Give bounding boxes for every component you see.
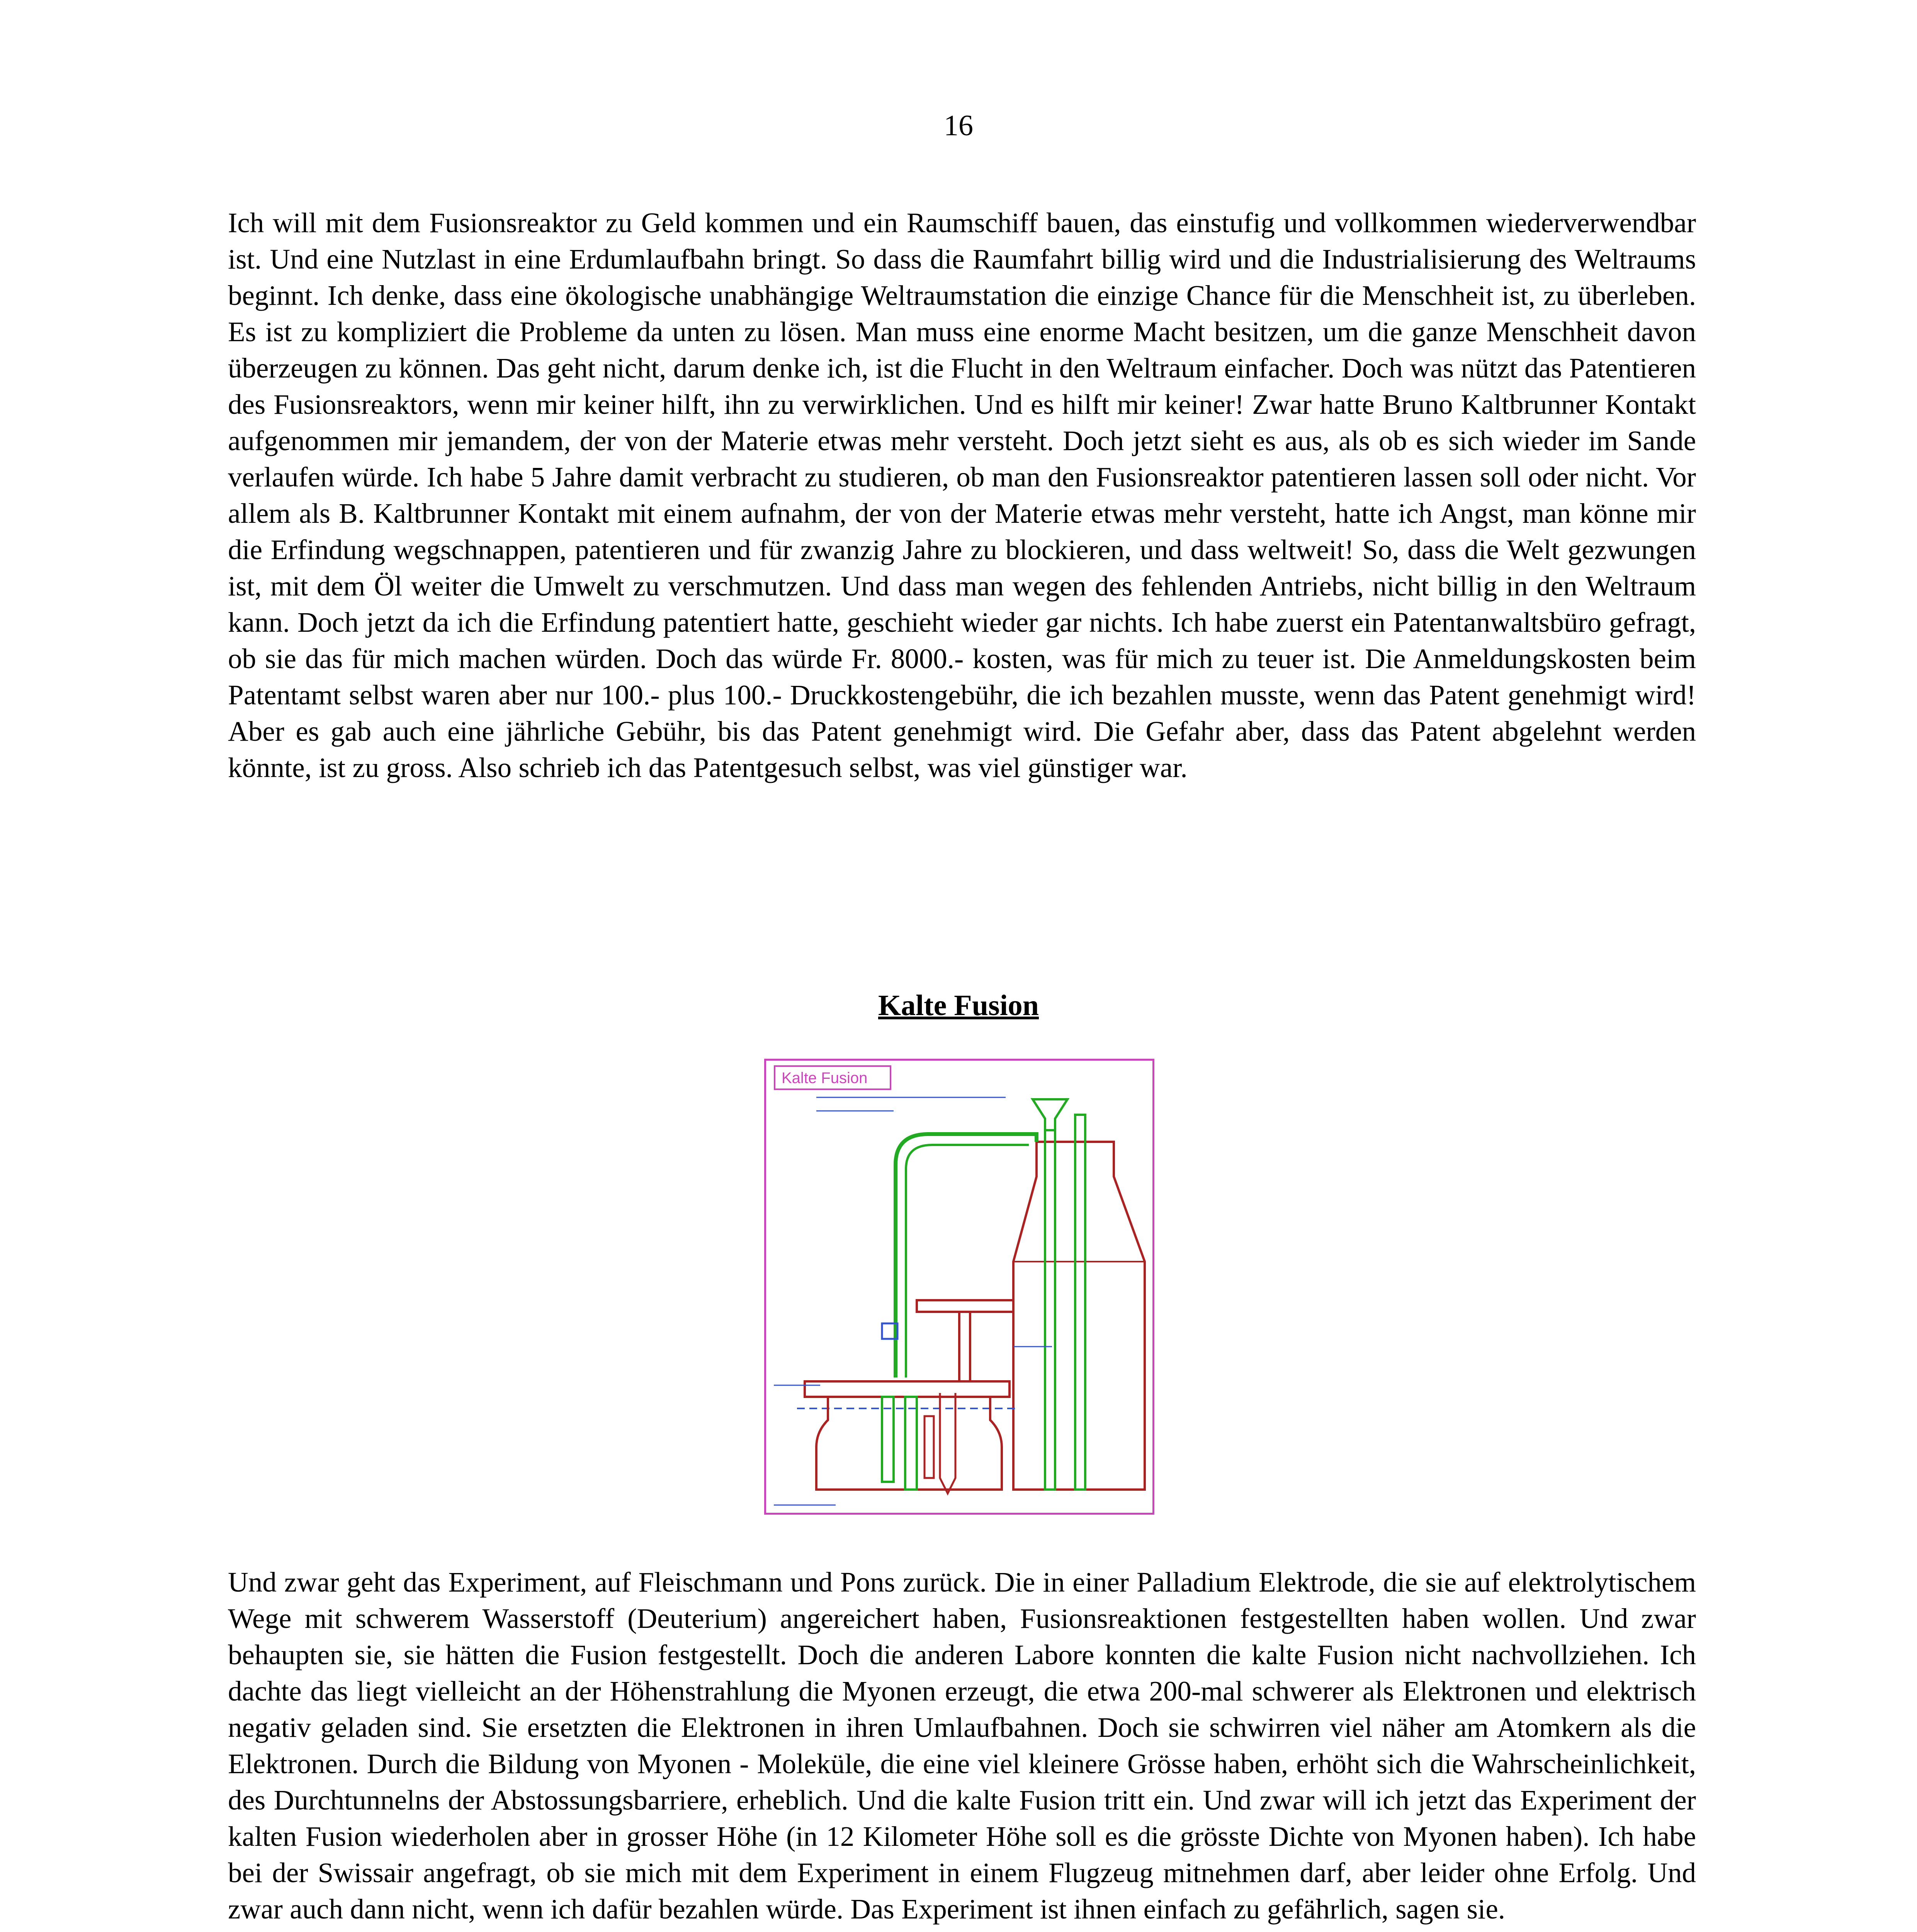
funnel-icon: [1033, 1099, 1067, 1130]
paragraph-fusion-reactor: Ich will mit dem Fusionsreaktor zu Geld kommen und ein Raumschiff bauen, das einstufig und vollkommen wiederverwendbar ist. Und eine Nutzlast in eine Erdumlaufbahn bringt. So dass die Raumfahrt billig wird und die Industrialisierung des Weltraums beginnt. Ich denke, dass eine ökologische unabhängige Weltraumstation die einzige Chance für die Menschheit ist, zu überleben. Es ist zu kompliziert die Probleme da unten zu lösen. Man muss eine enorme Macht besitzen, um die ganze Menschheit davon überzeugen zu können. Das geht nicht, darum denke ich, ist die Flucht in den Weltraum einfacher. Doch was nützt das Patentieren des Fusionsreaktors, wenn mir keiner hilft, ihn zu verwirklichen. Und es hilft mir keiner! Zwar hatte Bruno Kaltbrunner Kontakt aufgenommen mir jemandem, der von der Materie etwas mehr versteht. Doch jetzt sieht es aus, als ob es sich wieder im Sande verlaufen würde. Ich habe 5 Jahre damit verbracht zu studieren, ob man den Fusionsreaktor patentieren lassen soll oder nicht. Vor allem als B. Kaltbrunner Kontakt mit einem aufnahm, der von der Materie etwas mehr versteht, hatte ich Angst, man könne mir die Erfindung wegschnappen, patentieren und für zwanzig Jahre zu blockieren, und dass weltweit! So, dass die Welt gezwungen ist, mit dem Öl weiter die Umwelt zu verschmutzen. Und dass man wegen des fehlenden Antriebs, nicht billig in den Weltraum kann. Doch jetzt da ich die Erfindung patentiert hatte, geschieht wieder gar nichts. Ich habe zuerst ein Patentanwaltsbüro gefragt, ob sie das für mich machen würden. Doch das würde Fr. 8000.- kosten, was für mich zu teuer ist. Die Anmeldungskosten beim Patentamt selbst waren aber nur 100.- plus 100.- Druckkostengebühr, die ich bezahlen musste, wenn das Patent genehmigt wird! Aber es gab auch eine jährliche Gebühr, bis das Patent genehmigt wird. Die Gefahr aber, dass das Patent abgelehnt werden könnte, ist zu gross. Also schrieb ich das Patentgesuch selbst, was viel günstiger war.: [228, 207, 1696, 783]
vessel-lid: [805, 1381, 1009, 1397]
page-number: 16: [944, 109, 973, 142]
stand-post: [959, 1312, 970, 1381]
diagram-label: Kalte Fusion: [782, 1070, 868, 1087]
stand-top: [917, 1300, 1013, 1312]
heading-kalte-fusion: Kalte Fusion: [878, 989, 1039, 1022]
palladium-electrode: [925, 1416, 934, 1478]
cold-fusion-diagram: [764, 1059, 1154, 1515]
paragraph-cold-fusion-experiment: Und zwar geht das Experiment, auf Fleischmann und Pons zurück. Die in einer Palladium Elektrode, die sie auf elektrolytischem Wege mit schwerem Wasserstoff (Deuterium) angereichert haben, Fusionsreaktionen festgestellten haben wollen. Und zwar behaupten sie, sie hätten die Fusion festgestellt. Doch die anderen Labore konnten die kalte Fusion nicht nachvollziehen. Ich dachte das liegt vielleicht an der Höhenstrahlung die Myonen erzeugt, die etwa 200-mal schwerer als Elektronen und elektrisch negativ geladen sind. Sie ersetzten die Elektronen in ihren Umlaufbahnen. Doch sie schwirren viel näher am Atomkern als die Elektronen. Durch die Bildung von Myonen - Moleküle, die eine viel kleinere Grösse haben, erhöht sich die Wahrscheinlichkeit, des Durchtunnelns der Abstossungsbarriere, erheblich. Und die kalte Fusion tritt ein. Und zwar will ich jetzt das Experiment der kalten Fusion wiederholen aber in grosser Höhe (in 12 Kilometer Höhe soll es die grösste Dichte von Myonen haben). Ich habe bei der Swissair angefragt, ob sie mich mit dem Experiment in einem Flugzeug mitnehmen darf, aber leider ohne Erfolg. Und zwar auch dann nicht, wenn ich dafür bezahlen würde. Das Experiment ist ihnen einfach zu gefährlich, sagen sie.: [228, 1566, 1696, 1925]
reaction-vessel: [816, 1397, 1002, 1490]
electrode-left: [882, 1397, 894, 1482]
inlet-tube-left: [1045, 1130, 1055, 1490]
inlet-tube-right: [1075, 1115, 1085, 1490]
reservoir-bottle: [1013, 1142, 1145, 1490]
gas-transfer-tube-inner: [906, 1145, 1029, 1378]
electrode-right: [905, 1397, 917, 1490]
